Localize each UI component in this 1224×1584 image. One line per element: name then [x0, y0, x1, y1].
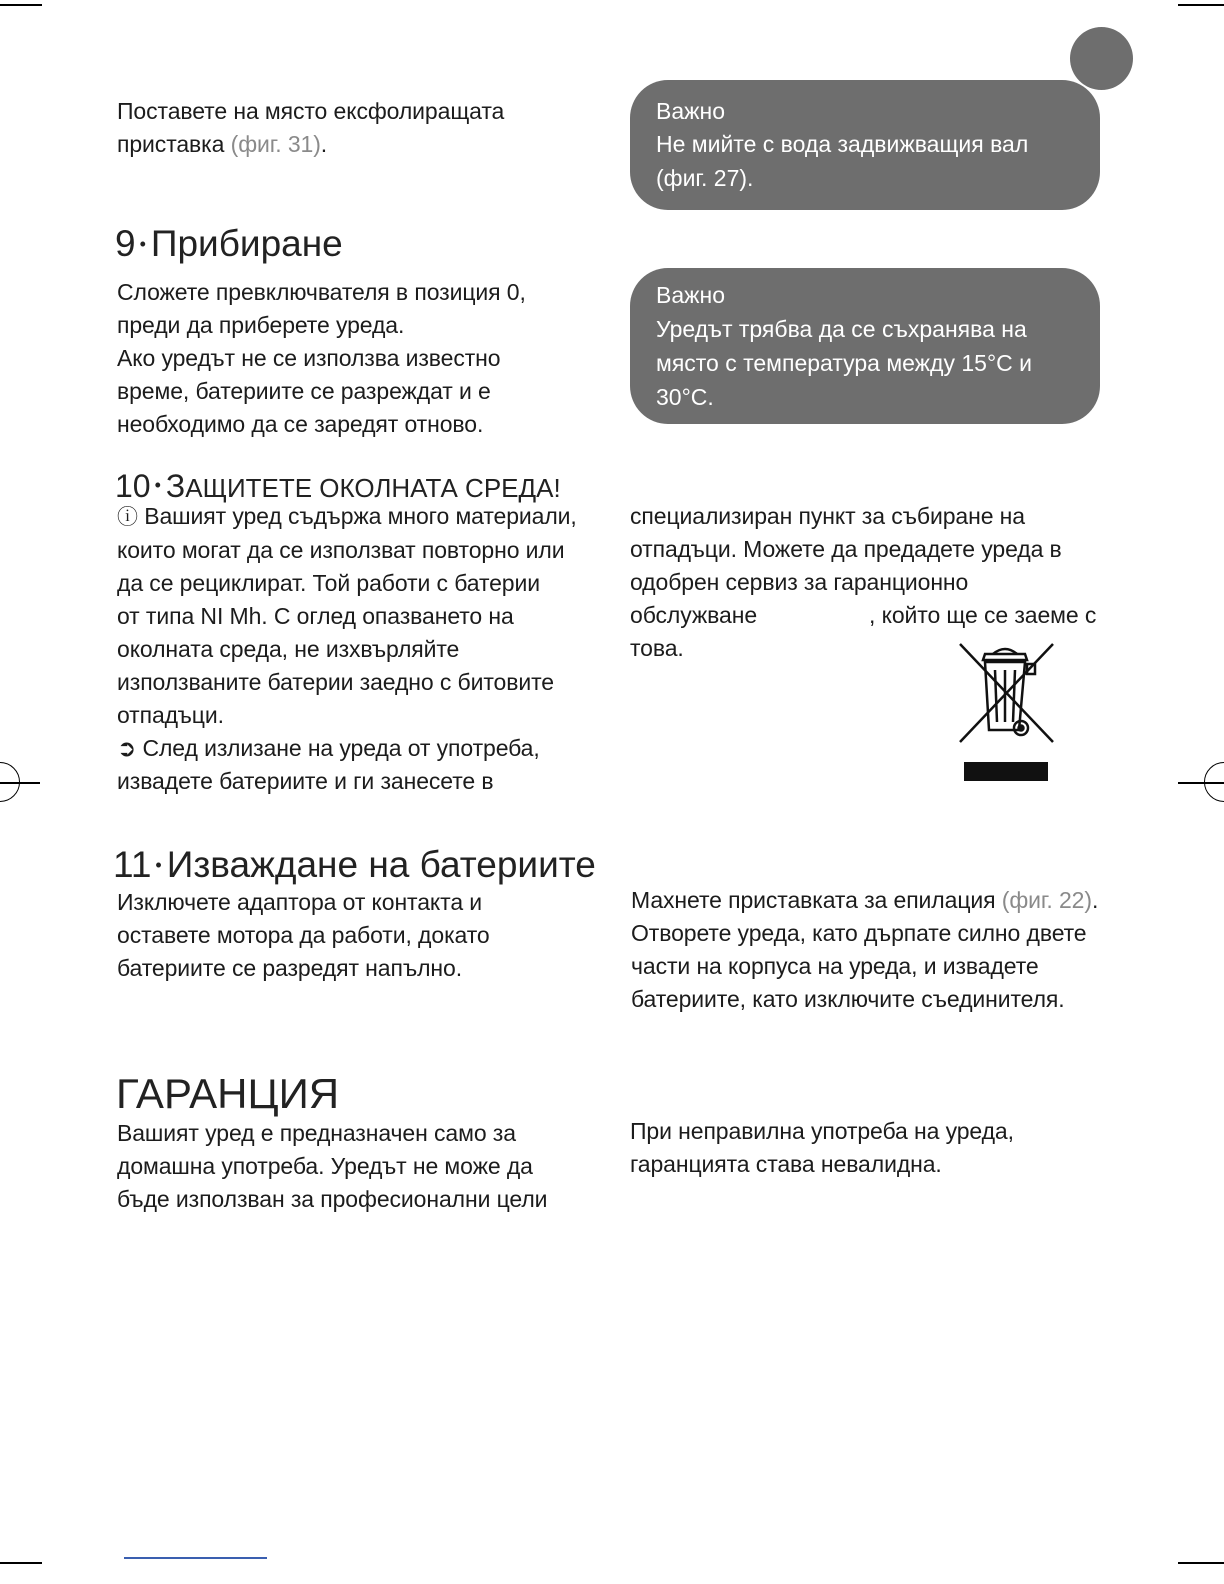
punctuation: .	[320, 131, 328, 157]
paragraph-batteries-left	[117, 886, 490, 985]
paragraph-warranty-left	[117, 1117, 547, 1216]
paragraph-environment-left	[117, 500, 577, 798]
text-line: специализиран пункт за събиране на	[630, 503, 1025, 529]
text-line: Ако уредът не се използва известно	[117, 345, 501, 371]
section-heading-storage	[115, 224, 343, 264]
section-title: АЩИТЕТЕ ОКОЛНАТА СРЕДА!	[185, 473, 561, 503]
section-heading-batteries	[113, 845, 596, 885]
registration-line	[1178, 782, 1224, 784]
crop-mark	[1178, 4, 1224, 6]
section-number: 10	[115, 468, 151, 504]
figure-reference: (фиг. 22)	[1001, 887, 1092, 913]
text-line: обслужване	[630, 602, 758, 628]
info-icon: ⓘ	[117, 506, 138, 529]
paragraph-batteries-right	[631, 884, 1098, 1016]
note-title: Важно	[656, 282, 726, 308]
text-line: бъде използван за професионални цели	[117, 1186, 548, 1212]
important-note-bubble	[630, 80, 1100, 210]
note-line: място с температура между 15°C и	[656, 350, 1032, 376]
text-line: части на корпуса на уреда, и извадете	[631, 953, 1039, 979]
text-line: Сложете превключвателя в позиция 0,	[117, 279, 526, 305]
bullet: •	[155, 855, 162, 875]
registration-line	[0, 782, 40, 784]
text-line: При неправилна употреба на уреда,	[630, 1118, 1014, 1144]
paragraph-environment-right	[630, 500, 1096, 665]
text-line: Отворете уреда, като дърпате силно двете	[631, 920, 1087, 946]
warranty-heading: ГАРАНЦИЯ	[116, 1070, 340, 1117]
note-line: Уредът трябва да се съхранява на	[656, 316, 1027, 342]
paragraph-warranty-right	[630, 1115, 1014, 1181]
text-line: , който ще се заеме с	[869, 602, 1097, 628]
figure-reference: (фиг. 31)	[230, 131, 321, 157]
text-line: домашна употреба. Уредът не може да	[117, 1153, 533, 1179]
text-line: това.	[630, 635, 684, 661]
text-line: извадете батериите и ги занесете в	[117, 768, 494, 794]
text-line: Изключете адаптора от контакта и	[117, 889, 483, 915]
crossed-out-bin-icon	[955, 642, 1055, 784]
text-line: Вашият уред съдържа много материали,	[144, 503, 577, 529]
text-line: отпадъци. Можете да предадете уреда в	[630, 536, 1062, 562]
text-line: одобрен сервиз за гаранционно	[630, 569, 969, 595]
important-note-bubble	[630, 268, 1100, 424]
paragraph-exfoliating	[117, 95, 504, 161]
bullet: •	[154, 475, 161, 495]
text-line: време, батериите се разреждат и е	[117, 378, 491, 404]
text-line: отпадъци.	[117, 702, 224, 728]
paragraph-storage	[117, 276, 526, 441]
section-title: Прибиране	[150, 223, 343, 264]
page-marker-circle	[1070, 27, 1133, 90]
section-title: З	[165, 468, 186, 504]
text-line: да се рециклират. Той работи с батерии	[117, 570, 540, 596]
text-line: гаранцията става невалидна.	[630, 1151, 942, 1177]
text-line: Поставете на място ексфолиращата	[117, 98, 505, 124]
text-line: необходимо да се заредят отново.	[117, 411, 484, 437]
crop-mark	[1178, 1562, 1224, 1564]
section-number: 9	[115, 223, 136, 264]
section-title: Изваждане на батериите	[166, 844, 596, 885]
note-line: 30°C.	[656, 384, 714, 410]
text-line: Вашият уред е предназначен само за	[117, 1120, 516, 1146]
bottom-rule	[124, 1557, 267, 1559]
arrow-icon: ➲	[117, 735, 137, 761]
punctuation: .	[1091, 887, 1099, 913]
text-line: които могат да се използват повторно или	[117, 537, 565, 563]
text-line: използваните батерии заедно с битовите	[117, 669, 554, 695]
note-line: (фиг. 27).	[656, 165, 754, 191]
text-line: След излизане на уреда от употреба,	[142, 735, 540, 761]
text-line: батериите се разредят напълно.	[117, 955, 462, 981]
section-number: 11	[113, 844, 152, 885]
text-line: околната среда, не изхвърляйте	[117, 636, 460, 662]
text-line: от типа NI Mh. С оглед опазването на	[117, 603, 514, 629]
text-line: приставка	[117, 131, 231, 157]
note-line: Не мийте с вода задвижващия вал	[656, 131, 1029, 157]
text-line: преди да приберете уреда.	[117, 312, 405, 338]
crop-mark	[0, 4, 42, 6]
bullet: •	[139, 234, 146, 254]
text-line: оставете мотора да работи, докато	[117, 922, 490, 948]
crop-mark	[0, 1562, 42, 1564]
text-line: Махнете приставката за епилация	[631, 887, 1002, 913]
note-title: Важно	[656, 98, 726, 124]
text-line: батериите, като изключите съединителя.	[631, 986, 1065, 1012]
